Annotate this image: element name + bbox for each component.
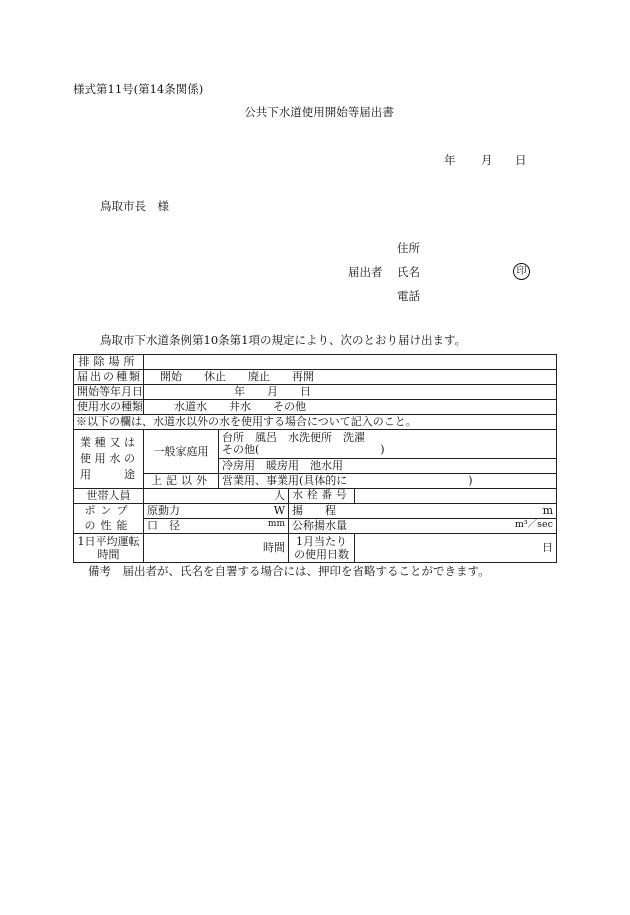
name-label: 氏名 bbox=[397, 265, 420, 279]
row-start-date bbox=[74, 385, 557, 400]
address-label: 住所 bbox=[397, 241, 420, 255]
row-water-type bbox=[74, 400, 557, 415]
members-value[interactable]: 人 bbox=[144, 489, 289, 504]
meter-no-value[interactable] bbox=[355, 489, 557, 504]
row-notice-type bbox=[74, 370, 557, 385]
row-operation bbox=[74, 534, 557, 563]
head-unit: m bbox=[542, 504, 553, 518]
monthly-days-value[interactable]: 日 bbox=[355, 534, 557, 563]
flow-cell[interactable] bbox=[289, 519, 557, 534]
household-options[interactable] bbox=[219, 430, 557, 459]
daily-hours-label: 1日平均運転時間 bbox=[74, 534, 144, 563]
phone-label: 電話 bbox=[397, 289, 420, 303]
seal-text: 印 bbox=[513, 263, 530, 280]
household-line-2: その他( ) bbox=[222, 443, 385, 456]
note-text: ※以下の欄は、水道水以外の水を使用する場合について記入のこと。 bbox=[74, 415, 557, 430]
drain-location-label: 排除場所 bbox=[74, 355, 144, 370]
start-date-value[interactable]: 年 月 日 bbox=[144, 385, 557, 400]
head-cell[interactable] bbox=[289, 504, 557, 519]
seal-mark bbox=[513, 263, 530, 280]
row-drain-location bbox=[74, 355, 557, 370]
household-line-1: 台所 風呂 水洗便所 洗濯 bbox=[222, 430, 365, 444]
notice-type-label: 届出の種類 bbox=[74, 370, 144, 385]
bore-cell[interactable] bbox=[144, 519, 289, 534]
drain-location-value[interactable] bbox=[144, 355, 557, 370]
water-type-options[interactable]: 水道水 井水 その他 bbox=[144, 400, 557, 415]
monthly-days-label: 1月当たりの使用日数 bbox=[289, 534, 355, 563]
notification-table bbox=[73, 354, 557, 563]
cooling-options[interactable]: 冷房用 暖房用 池水用 bbox=[219, 459, 557, 474]
bore-unit: mm bbox=[267, 519, 285, 530]
power-cell[interactable] bbox=[144, 504, 289, 519]
flow-unit: m³／sec bbox=[514, 519, 553, 531]
meter-no-label: 水栓番号 bbox=[289, 489, 355, 504]
start-date-label: 開始等年月日 bbox=[74, 385, 144, 400]
head-label: 揚 程 bbox=[292, 504, 336, 518]
power-label: 原動力 bbox=[147, 504, 180, 518]
row-pump-bore bbox=[74, 519, 557, 534]
date-day: 日 bbox=[515, 153, 527, 167]
applicant-role: 届出者 bbox=[348, 265, 383, 279]
form-number: 様式第11号(第14条関係) bbox=[73, 82, 204, 96]
members-label: 世帯人員 bbox=[74, 489, 144, 504]
water-type-label: 使用水の種類 bbox=[74, 400, 144, 415]
flow-label: 公称揚水量 bbox=[292, 519, 347, 533]
row-household-use bbox=[74, 430, 557, 459]
business-label: 業種又は使用水の用途 bbox=[74, 430, 144, 489]
notice-type-options[interactable]: 開始 休止 廃止 再開 bbox=[144, 370, 557, 385]
other-use-label: 上記以外 bbox=[144, 474, 219, 489]
household-label: 一般家庭用 bbox=[144, 430, 219, 474]
addressee: 鳥取市長 様 bbox=[100, 199, 169, 213]
row-other-use bbox=[74, 474, 557, 489]
date-month: 月 bbox=[481, 153, 493, 167]
daily-hours-value[interactable]: 時間 bbox=[144, 534, 289, 563]
row-pump-power bbox=[74, 504, 557, 519]
pump-label: ポンプの性能 bbox=[74, 504, 144, 534]
power-unit: W bbox=[273, 504, 285, 518]
row-note bbox=[74, 415, 557, 430]
intro-text: 鳥取市下水道条例第10条第1項の規定により、次のとおり届け出ます。 bbox=[100, 333, 467, 347]
footnote: 備考 届出者が、氏名を自署する場合には、押印を省略することができます。 bbox=[88, 564, 490, 578]
other-use-options[interactable]: 営業用、事業用(具体的に ) bbox=[219, 474, 557, 489]
row-members bbox=[74, 489, 557, 504]
bore-label: 口 径 bbox=[147, 519, 180, 533]
date-year: 年 bbox=[444, 153, 456, 167]
form-title: 公共下水道使用開始等届出書 bbox=[244, 105, 394, 119]
